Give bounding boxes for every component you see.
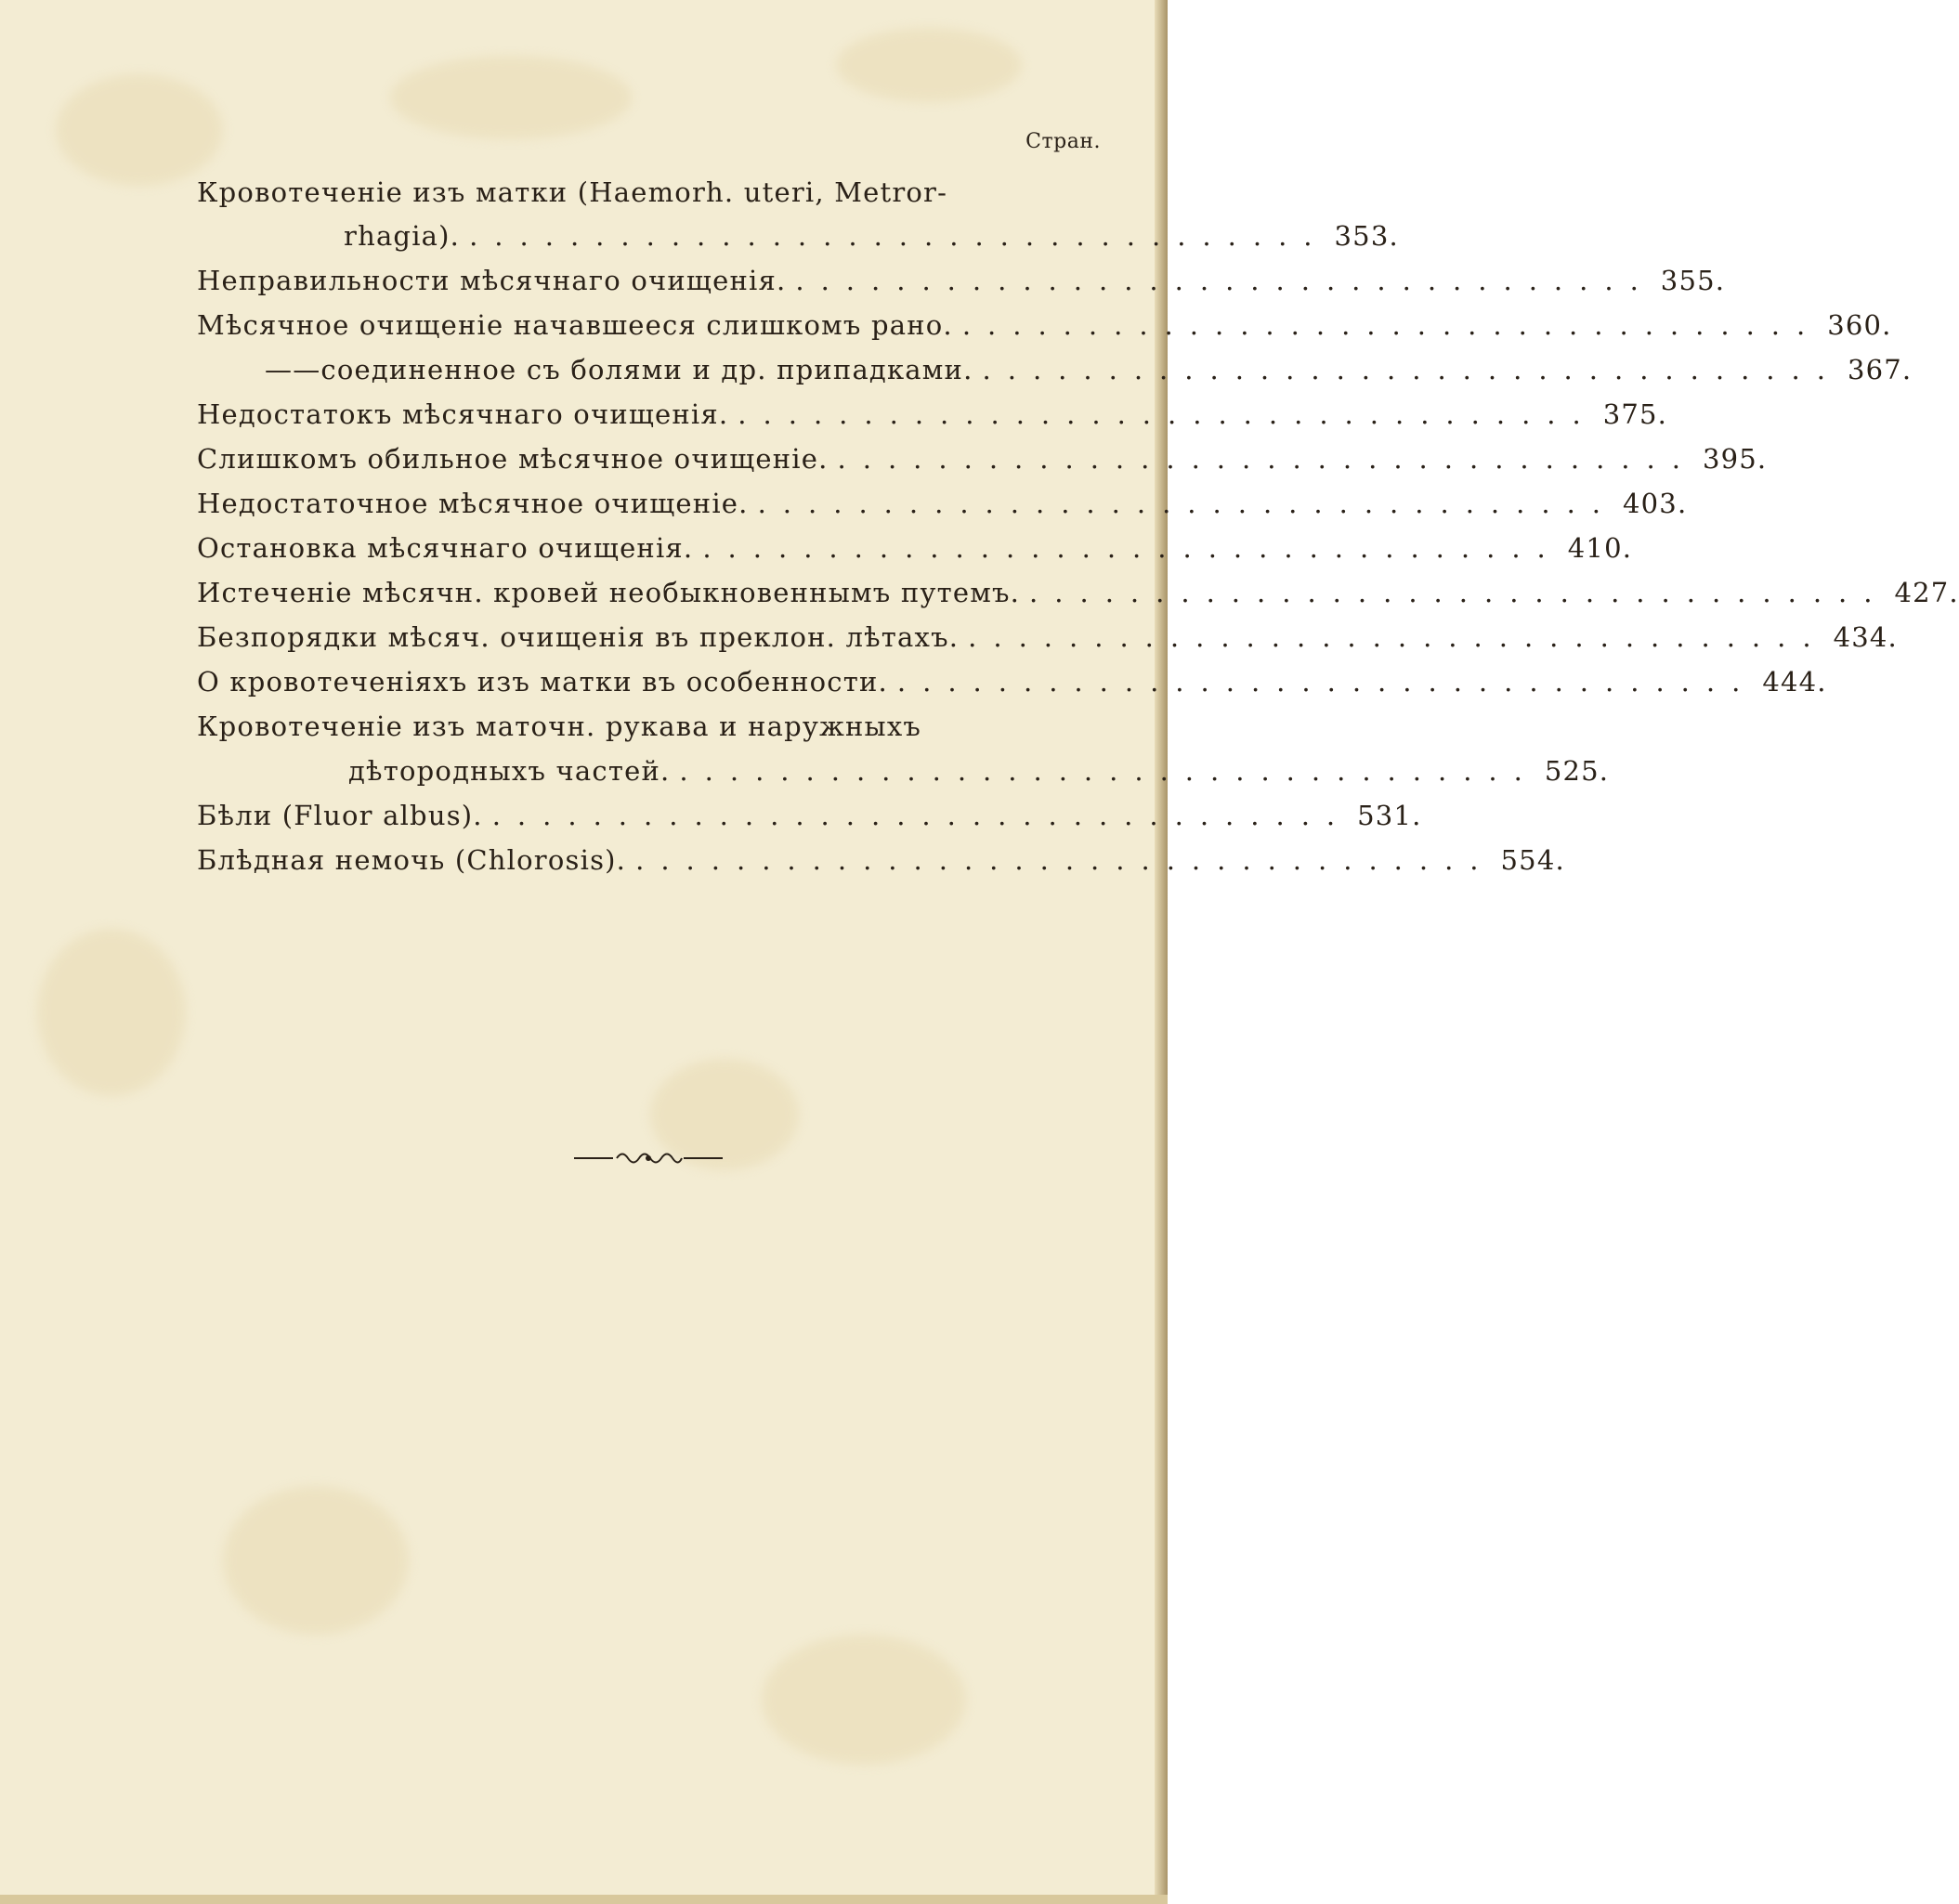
toc-entry-page: 360. <box>1827 309 1892 341</box>
toc-entry <box>197 265 1726 296</box>
toc-entry-page: 531. <box>1357 800 1422 831</box>
toc-entry <box>197 621 1898 653</box>
toc-entry <box>197 844 1565 876</box>
leader-dots: .................................. <box>982 354 1842 385</box>
toc-entry <box>265 354 1913 385</box>
toc-entry <box>197 711 1103 742</box>
paper-stain <box>37 929 186 1096</box>
leader-dots: .................................. <box>491 800 1352 831</box>
leader-dots: .................................. <box>702 532 1562 564</box>
paper-stain <box>836 28 1022 102</box>
leader-dots: .................................. <box>968 621 1828 653</box>
toc-entry-title-continuation: дѣтородныхъ частей. <box>348 755 671 787</box>
toc-entry-title: Безпорядки мѣсяч. очищенія въ преклон. лѣтахъ. <box>197 621 960 653</box>
toc-entry-title: Кровотеченіе изъ матки (Haemorh. uteri, Metror- <box>197 176 948 208</box>
leader-dots: .................................. <box>635 844 1495 876</box>
toc-entry-title: Слишкомъ обильное мѣсячное очищеніе. <box>197 443 829 475</box>
leader-dots: .................................. <box>738 398 1598 430</box>
toc-entry-page: 355. <box>1660 265 1726 296</box>
leader-dots: .................................. <box>1029 577 1889 608</box>
toc-entry <box>197 309 1892 341</box>
toc-entry <box>197 443 1768 475</box>
toc-entry-title: Бѣли (Fluor albus). <box>197 800 483 831</box>
leader-dots: .................................. <box>795 265 1655 296</box>
toc-entry <box>197 488 1688 519</box>
toc-entry-page: 353. <box>1334 220 1399 252</box>
tailpiece-ornament-icon <box>574 1144 723 1172</box>
page-edge <box>0 1895 1168 1904</box>
toc-entry <box>197 577 1959 608</box>
paper-stain <box>762 1635 966 1765</box>
leader-dots: .................................. <box>837 443 1697 475</box>
leader-dots: .................................. <box>679 755 1539 787</box>
toc-entry-page: 434. <box>1833 621 1898 653</box>
leader-dots: .................................. <box>469 220 1329 252</box>
leader-dots: .................................. <box>896 666 1757 698</box>
toc-entry <box>197 176 1103 208</box>
toc-entry-page: 403. <box>1623 488 1688 519</box>
leader-dots: .................................. <box>757 488 1617 519</box>
toc-entry-title: Неправильности мѣсячнаго очищенія. <box>197 265 787 296</box>
toc-entry-title-continuation: rhagia). <box>344 220 461 252</box>
paper-stain <box>223 1486 409 1635</box>
toc-entry-page: 410. <box>1567 532 1633 564</box>
paper-stain <box>56 74 223 186</box>
page-column-label: Стран. <box>1025 130 1101 153</box>
toc-entry-title: Кровотеченіе изъ маточн. рукава и наружныхъ <box>197 711 922 742</box>
toc-entry-title: ——соединенное съ болями и др. припадками. <box>265 354 973 385</box>
toc-entry-continuation <box>348 755 1610 787</box>
leader-dots: .................................. <box>961 309 1822 341</box>
toc-entry-page: 554. <box>1500 844 1565 876</box>
toc-entry-title: О кровотеченіяхъ изъ матки въ особенности. <box>197 666 888 698</box>
toc-entry-title: Недостатокъ мѣсячнаго очищенія. <box>197 398 729 430</box>
toc-entry-title: Остановка мѣсячнаго очищенія. <box>197 532 694 564</box>
toc-entry-title: Мѣсячное очищеніе начавшееся слишкомъ рано. <box>197 309 953 341</box>
paper-stain <box>390 56 632 139</box>
toc-entry-title: Недостаточное мѣсячное очищеніе. <box>197 488 749 519</box>
toc-entry <box>197 666 1827 698</box>
toc-entry-page: 375. <box>1602 398 1668 430</box>
toc-entry-page: 427. <box>1894 577 1959 608</box>
toc-entry <box>197 398 1668 430</box>
toc-entry-title: Истеченіе мѣсячн. кровей необыкновеннымъ путемъ. <box>197 577 1021 608</box>
toc-entry-page: 525. <box>1544 755 1610 787</box>
toc-entry-title: Блѣдная немочь (Chlorosis). <box>197 844 627 876</box>
toc-entry-page: 444. <box>1762 666 1827 698</box>
toc-entry-page: 395. <box>1702 443 1768 475</box>
toc-entry <box>197 532 1633 564</box>
toc-entry-page: 367. <box>1847 354 1913 385</box>
toc-entry-continuation <box>344 220 1399 252</box>
toc-entry <box>197 800 1422 831</box>
